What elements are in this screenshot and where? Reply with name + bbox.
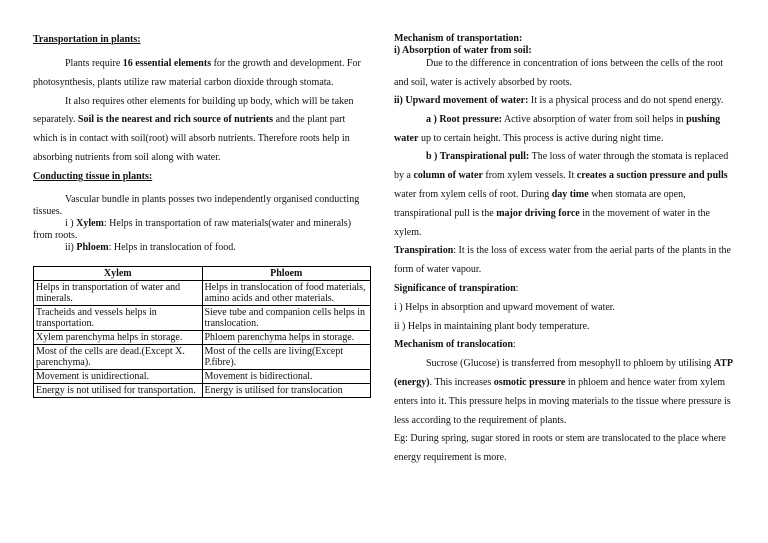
para-transpiration: Transpiration: It is the loss of excess water from the aerial parts of the plants in the form of water vapour. [394,245,731,276]
right-column [394,33,738,468]
table-cell: Movement is bidirectional. [202,369,371,383]
heading-absorption: i) Absorption of water from soil: [394,45,532,56]
para-soil-nutrients: It also requires other elements for building up body, which will be taken separately. Soil is the nearest and rich source of nutrients and the plant part which is in contact with soil(root) will absorb nutrients. Therefore roots help in absorbing nutrients from soil along with water. [33,95,354,163]
title-transportation: Transportation in plants: [33,34,141,45]
table-header-row [34,266,371,280]
significance-item: i ) Helps in absorption and upward movement of water. [394,301,616,313]
header-phloem: Phloem [202,266,371,280]
table-cell: Helps in transportation of water and minerals. [34,280,203,305]
header-xylem: Xylem [34,266,203,280]
table-row [34,305,371,330]
para-vascular-bundle: Vascular bundle in plants posses two independently organised conducting tissues. [33,193,360,217]
para-upward-movement: ii) Upward movement of water: It is a physical process and do not spend energy. [394,95,724,106]
table-cell: Movement is unidirectional. [34,369,203,383]
table-cell: Energy is not utilised for transportation. [34,383,203,397]
table-cell: Helps in translocation of food materials, amino acids and other materials. [202,280,371,305]
table-row [34,369,371,383]
para-translocation: Sucrose (Glucose) is transferred from mesophyll to phloem by utilising ATP (energy). This increases osmotic pressure in phloem and hence water from xylem enters into it. This pressure helps in moving materials to the tissue where pressure is less according to the requirement of plants. [394,358,733,426]
table-cell: Most of the cells are living(Except P.fibre). [202,344,371,369]
table-row [34,383,371,397]
table-row [34,344,371,369]
left-column [33,33,371,398]
table-cell: Most of the cells are dead.(Except X. parenchyma). [34,344,203,369]
heading-conducting-tissue: Conducting tissue in plants: [33,170,153,182]
item-phloem: ii) Phloem: Helps in translocation of food. [65,241,236,253]
table-cell: Sieve tube and companion cells helps in translocation. [202,305,371,330]
para-transpirational-pull: b ) Transpirational pull: The loss of water through the stomata is replaced by a column of water from xylem vessels. It creates a suction pressure and pulls water from xylem cells of root. During day time when stomata are open, transpirational pull is the major driving force in the movement of water in the xylem. [394,151,729,238]
heading-significance: Significance of transpiration: [394,282,519,294]
table-cell: Xylem parenchyma helps in storage. [34,330,203,344]
xylem-phloem-table [33,266,371,398]
table-cell: Phloem parenchyma helps in storage. [202,330,371,344]
heading-mechanism-transportation: Mechanism of transportation: [394,33,523,44]
para-example: Eg: During spring, sugar stored in roots or stem are translocated to the place where energy requirement is more. [394,433,726,464]
table-cell: Energy is utilised for translocation [202,383,371,397]
table-cell: Tracheids and vessels helps in transportation. [34,305,203,330]
para-essential-elements: Plants require 16 essential elements for the growth and development. For photosynthesis, plants utilize raw material carbon dioxide through stomata. [33,58,361,88]
heading-mechanism-translocation: Mechanism of translocation: [394,339,516,351]
para-absorption: Due to the difference in concentration of ions between the cells of the root and soil, water is actively absorbed by roots. [394,58,724,88]
significance-item: ii ) Helps in maintaining plant body temperature. [394,320,590,332]
item-xylem: i ) Xylem: Helps in transportation of raw materials(water and minerals) from roots. [33,217,352,241]
table-row [34,280,371,305]
table-row [34,330,371,344]
para-root-pressure: a ) Root pressure: Active absorption of water from soil helps in pushing water up to certain height. This process is active during night time. [394,113,721,144]
